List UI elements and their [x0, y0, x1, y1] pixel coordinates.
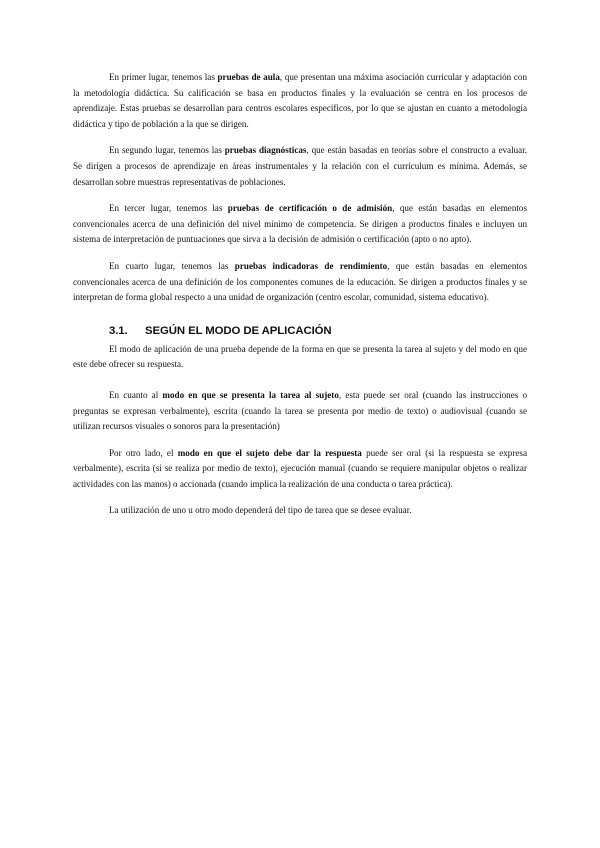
term-pruebas-diagnosticas: pruebas diagnósticas [224, 145, 307, 156]
paragraph-pruebas-indicadoras: En cuarto lugar, tenemos las pruebas indicadoras de rendimiento, que están basadas en elementos convencionales acerca de una definición de los componentes comunes de la educación. Se dirigen a productos finales y se interpretan de forma global respecto a una unidad de organización (centro escolar, comunidad, sistema educativo). [73, 260, 527, 303]
paragraph-section-intro: El modo de aplicación de una prueba depende de la forma en que se presenta la tarea al sujeto y del modo en que este debe ofrecer su respuesta. [73, 343, 527, 370]
paragraph-pruebas-diagnosticas: En segundo lugar, tenemos las pruebas diagnósticas, que están basadas en teorías sobre el constructo a evaluar. Se dirigen a procesos de aprendizaje en áreas instrumentales y la relación con el currículum es mínima. Además, se desarrollan sobre muestras representativas de poblaciones. [73, 145, 528, 187]
term-pruebas-de-aula: pruebas de aula [217, 72, 280, 82]
paragraph-pruebas-de-certificacion: En tercer lugar, tenemos las pruebas de certificación o de admisión, que están basadas en elementos convencionales acerca de una definición del nivel mínimo de competencia. Se dirigen a productos finales e incluyen un sistema de interpretación de puntuaciones que sirva a la decisión de admisión o certificación (apto o no apto). [73, 203, 527, 245]
section-number: 3.1. [109, 324, 128, 337]
paragraph-modo-respuesta: Por otro lado, el modo en que el sujeto debe dar la respuesta puede ser oral (si la respuesta se expresa verbalmente), escrita (si se realiza por medio de texto), ejecución manual (cuando se requiere manipular objetos o realizar actividades con las manos) o accionada (cuando implica la realización de una conducta o tarea práctica). [73, 447, 527, 489]
section-title: SEGÚN EL MODO DE APLICACIÓN [145, 324, 332, 337]
paragraph-modo-presentacion: En cuanto al modo en que se presenta la tarea al sujeto, esta puede ser oral (cuando las instrucciones o preguntas se expresan verbalmente), escrita (cuando la tarea se presenta por medio de texto) o audiovisual (cuando se utilizan recursos visuales o sonoros para la presentación) [73, 389, 527, 432]
term-modo-respuesta: modo en que el sujeto debe dar la respuesta [177, 447, 362, 458]
section-heading [73, 323, 527, 339]
term-modo-presentacion: modo en que se presenta la tarea al sujeto [162, 389, 339, 400]
term-pruebas-indicadoras: pruebas indicadoras de rendimiento [234, 260, 388, 271]
paragraph-closing: La utilización de uno u otro modo dependerá del tipo de tarea que se desee evaluar. [109, 505, 412, 516]
document-body [73, 70, 527, 530]
paragraph-pruebas-de-aula: En primer lugar, tenemos las pruebas de aula, que presentan una máxima asociación curricular y adaptación con la metodología didáctica. Su calificación se basa en productos finales y la evaluación se centra en los procesos de aprendizaje. Estas pruebas se desarrollan para centros escolares específicos, por lo que se ajustan en cuanto a metodología didáctica y tipo de población a la que se dirigen. [73, 72, 527, 129]
term-pruebas-de-certificacion: pruebas de certificación o de admisión [227, 203, 393, 214]
